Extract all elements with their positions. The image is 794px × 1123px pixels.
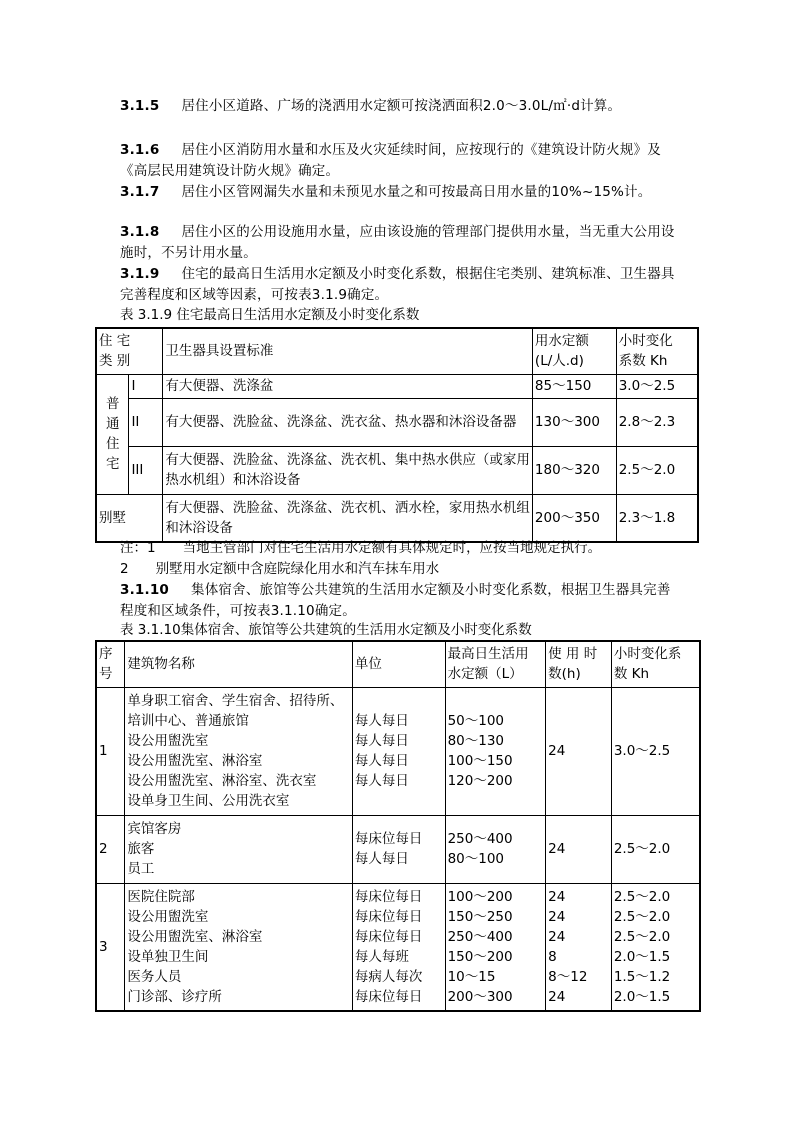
clause-text: 居住小区的公用设施用水量，应由该设施的管理部门提供用水量，当无重大公用设施时，不另计用水量。	[120, 224, 675, 261]
header-no: 序 号	[96, 641, 125, 687]
unit-line: 每床位每日	[354, 908, 423, 925]
clause-number: 3.1.9	[120, 266, 160, 282]
clause-number: 3.1.8	[120, 224, 160, 240]
quota-line: 80～130	[447, 733, 505, 749]
clause-text: 住宅的最高日生活用水定额及小时变化系数，根据住宅类别、建筑标准、卫生器具完善程度和区域等因素，可按表3.1.9确定。	[120, 266, 675, 303]
unit-line: 每人每日	[354, 733, 409, 749]
table-row	[96, 374, 698, 398]
paragraph-3-1-9	[120, 264, 682, 306]
table-row	[96, 815, 700, 883]
hours-cell: 24	[546, 687, 612, 815]
group-label: 普 通 住 宅	[96, 374, 129, 494]
name-cell	[125, 815, 353, 883]
table-row	[96, 398, 698, 446]
standard-cell: 有大便器、洗脸盆、洗涤盆、洗衣机、洒水栓，家用热水机组和沐浴设备	[163, 494, 533, 542]
kh-cell: 2.5～2.0	[616, 446, 698, 494]
table-row	[96, 883, 700, 1011]
kh-line: 1.5～1.2	[613, 968, 671, 985]
unit-line: 每人每日	[354, 753, 409, 769]
quota-line: 80～100	[447, 851, 505, 867]
hours-line: 8～12	[548, 968, 588, 985]
name-line: 设公用盥洗室	[127, 733, 209, 749]
quota-line: 100～200	[447, 888, 513, 905]
unit-line: 每人每日	[354, 713, 409, 729]
row-number: 1	[96, 687, 125, 815]
paragraph-3-1-10	[120, 580, 682, 622]
clause-text: 居住小区道路、广场的浇洒用水定额可按浇洒面积2.0～3.0L/㎡·d计算。	[181, 98, 622, 114]
clause-number: 3.1.7	[120, 184, 160, 200]
hours-line: 24	[548, 908, 566, 925]
row-number: 2	[96, 815, 125, 883]
quota-line: 250～400	[447, 928, 513, 945]
kh-cell: 3.0～2.5	[611, 687, 700, 815]
name-line: 医院住院部	[127, 888, 195, 905]
kh-cell: 2.8～2.3	[616, 398, 698, 446]
quota-line: 150～250	[447, 908, 513, 925]
clause-number: 3.1.5	[120, 98, 160, 114]
name-line: 门诊部、诊疗所	[127, 988, 222, 1005]
table-row	[96, 494, 698, 542]
unit-line: 每人每日	[354, 773, 409, 789]
standard-cell: 有大便器、洗脸盆、洗涤盆、洗衣机、集中热水供应（或家用热水机组）和沐浴设备	[163, 446, 533, 494]
quota-line: 10～15	[447, 968, 496, 985]
class-cell: II	[129, 398, 163, 446]
name-line: 设公用盥洗室、淋浴室	[127, 928, 263, 945]
name-line: 设公用盥洗室	[127, 908, 209, 925]
quota-cell: 85～150	[532, 374, 616, 398]
unit-line: 每人每班	[354, 948, 409, 965]
kh-cell: 3.0～2.5	[616, 374, 698, 398]
note-1: 注：1 当地主管部门对住宅生活用水定额有具体规定时，应按当地规定执行。	[120, 540, 602, 556]
unit-line: 每床位每日	[354, 928, 423, 945]
name-line: 设公用盥洗室、淋浴室	[127, 753, 263, 769]
kh-line: 2.0～1.5	[613, 948, 671, 965]
header-name: 建筑物名称	[125, 641, 353, 687]
quota-cell: 180～320	[532, 446, 616, 494]
clause-number: 3.1.10	[120, 582, 170, 598]
kh-line: 2.0～1.5	[613, 988, 671, 1005]
clause-text: 居住小区消防用水量和水压及火灾延续时间，应按现行的《建筑设计防火规》及《高层民用建筑设计防火规》确定。	[120, 142, 661, 179]
clause-text: 集体宿舍、旅馆等公共建筑的生活用水定额及小时变化系数，根据卫生器具完善程度和区域条件，可按表3.1.10确定。	[120, 582, 671, 619]
header-type: 住 宅 类 别	[96, 328, 163, 374]
unit-line: 每人每日	[354, 851, 409, 867]
header-unit: 单位	[352, 641, 445, 687]
paragraph-3-1-6	[120, 140, 682, 182]
class-cell: I	[129, 374, 163, 398]
quota-line: 200～300	[447, 988, 513, 1005]
header-kh: 小时变化系 数 Kh	[611, 641, 700, 687]
row-number: 3	[96, 883, 125, 1011]
class-cell: III	[129, 446, 163, 494]
name-line: 旅客	[127, 841, 155, 857]
unit-line: 每床位每日	[354, 888, 423, 905]
kh-line: 2.5～2.0	[613, 888, 671, 905]
header-kh: 小时变化 系数 Kh	[616, 328, 698, 374]
header-quota: 用水定额 (L/人.d)	[532, 328, 616, 374]
hours-cell	[546, 883, 612, 1011]
villa-type: 别墅	[96, 494, 163, 542]
clause-text: 居住小区管网漏失水量和未预见水量之和可按最高日用水量的10%~15%计。	[181, 184, 652, 200]
quota-cell	[445, 883, 546, 1011]
table-header-row	[96, 641, 700, 687]
paragraph-3-1-8	[120, 222, 682, 264]
hours-line: 24	[548, 928, 566, 945]
paragraph-3-1-5	[120, 96, 682, 117]
paragraph-3-1-7	[120, 182, 682, 203]
hours-line: 24	[548, 888, 566, 905]
unit-cell	[352, 883, 445, 1011]
kh-line: 2.5～2.0	[613, 928, 671, 945]
quota-line: 100～150	[447, 753, 513, 769]
name-line: 设单独卫生间	[127, 948, 209, 965]
unit-cell	[352, 815, 445, 883]
quota-line: 150～200	[447, 948, 513, 965]
quota-cell	[445, 815, 546, 883]
kh-cell: 2.5～2.0	[611, 815, 700, 883]
table-header-row	[96, 328, 698, 374]
quota-line: 250～400	[447, 831, 513, 847]
header-quota: 最高日生活用 水定额（L）	[445, 641, 546, 687]
header-hours: 使 用 时 数(h)	[546, 641, 612, 687]
kh-cell: 2.3～1.8	[616, 494, 698, 542]
note-2: 2 别墅用水定额中含庭院绿化用水和汽车抹车用水	[120, 561, 440, 577]
name-line: 宾馆客房	[127, 821, 182, 837]
table-3-1-10-caption: 表 3.1.10集体宿舍、旅馆等公共建筑的生活用水定额及小时变化系数	[120, 622, 532, 638]
table-3-1-9-caption: 表 3.1.9 住宅最高日生活用水定额及小时变化系数	[120, 307, 420, 323]
name-line: 单身职工宿舍、学生宿舍、招待所、培训中心、普通旅馆	[127, 693, 344, 729]
name-line: 设单身卫生间、公用洗衣室	[127, 793, 290, 809]
unit-line: 每床位每日	[354, 988, 423, 1005]
hours-cell: 24	[546, 815, 612, 883]
kh-line: 2.5～2.0	[613, 908, 671, 925]
table-row	[96, 687, 700, 815]
name-cell	[125, 687, 353, 815]
table-3-1-10	[95, 640, 701, 1012]
hours-line: 8	[548, 948, 557, 965]
name-cell	[125, 883, 353, 1011]
name-line: 医务人员	[127, 968, 182, 985]
name-line: 员工	[127, 861, 155, 877]
clause-number: 3.1.6	[120, 142, 160, 158]
unit-line: 每病人每次	[354, 968, 423, 985]
quota-line: 50～100	[447, 713, 505, 729]
quota-cell: 130～300	[532, 398, 616, 446]
standard-cell: 有大便器、洗脸盆、洗涤盆、洗衣盆、热水器和沐浴设备器	[163, 398, 533, 446]
header-standard: 卫生器具设置标准	[163, 328, 533, 374]
quota-cell: 200～350	[532, 494, 616, 542]
table-row	[96, 446, 698, 494]
hours-line: 24	[548, 988, 566, 1005]
unit-line: 每床位每日	[354, 831, 423, 847]
standard-cell: 有大便器、洗涤盆	[163, 374, 533, 398]
name-line: 设公用盥洗室、淋浴室、洗衣室	[127, 773, 317, 789]
quota-cell	[445, 687, 546, 815]
kh-cell	[611, 883, 700, 1011]
unit-cell	[352, 687, 445, 815]
quota-line: 120～200	[447, 773, 513, 789]
table-3-1-9	[95, 327, 699, 543]
